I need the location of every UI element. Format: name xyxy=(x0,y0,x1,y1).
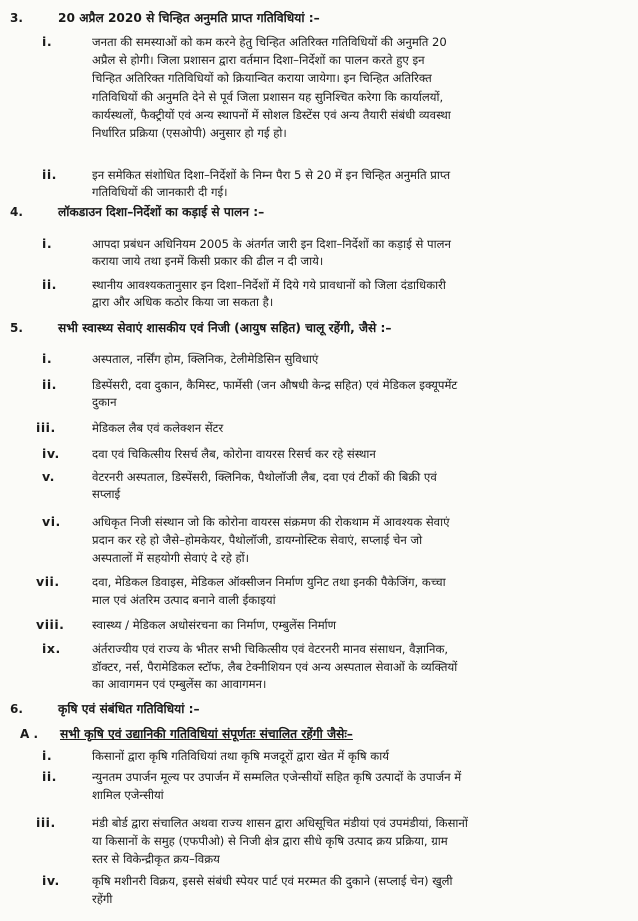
item-text-line: आपदा प्रबंधन अधिनियम 2005 के अंतर्गत जारी इन दिशा–निर्देशों का कड़ाई से पालन xyxy=(92,237,451,251)
subsection-letter: A . xyxy=(20,727,39,741)
item-text-line: न्युनतम उपार्जन मूल्य पर उपार्जन में सम्मलित एजेन्सीयों सहित कृषि उत्पादों के उपार्जन में xyxy=(92,770,462,784)
section-number: 5. xyxy=(10,321,23,335)
item-text-line: का आवागमन एवं एम्बुलेंस का आवागमन। xyxy=(92,677,267,691)
section-heading: सभी स्वास्थ्य सेवाएं शासकीय एवं निजी (आयुष सहित) चालू रहेंगी, जैसे :– xyxy=(58,321,392,335)
item-numeral: v. xyxy=(42,469,55,484)
item-text-line: मेडिकल लैब एवं कलेक्शन सेंटर xyxy=(92,421,224,435)
item-text-line: द्वारा और अधिक कठोर किया जा सकता है। xyxy=(92,295,274,309)
item-text-line: दुकान xyxy=(92,395,117,409)
item-text-line: मंडी बोर्ड द्वारा संचालित अथवा राज्य शासन द्वारा अधिसूचित मंडीयां एवं उपमंडीयां, किसानों xyxy=(92,816,468,830)
section-heading: कृषि एवं संबंधित गतिविधियां :– xyxy=(58,702,200,716)
item-numeral: iv. xyxy=(42,873,60,888)
item-text-line: सप्लाई xyxy=(92,487,121,501)
item-text-line: दवा एवं चिकित्सीय रिसर्च लैब, कोरोना वायरस रिसर्च कर रहे संस्थान xyxy=(92,447,376,461)
item-text-line: कृषि मशीनरी विक्रय, इससे संबंधी स्पेयर पार्ट एवं मरम्मत की दुकाने (सप्लाई चेन) खुली xyxy=(92,874,453,888)
item-text-line: अंर्तराज्यीय एवं राज्य के भीतर सभी चिकित्सीय एवं वेटरनरी मानव संसाधन, वैज्ञानिक, xyxy=(92,642,449,656)
item-numeral: iv. xyxy=(42,446,60,461)
item-numeral: ii. xyxy=(42,377,57,392)
item-numeral: i. xyxy=(42,34,53,49)
item-numeral: vi. xyxy=(42,514,61,529)
item-text-line: माल एवं अंतरिम उत्पाद बनाने वाली ईकाइयां xyxy=(92,592,276,607)
item-numeral: vii. xyxy=(36,574,60,589)
item-numeral: ix. xyxy=(42,641,61,656)
item-text-line: या किसानों के समुह (एफपीओ) से निजी क्षेत्र द्वारा सीधे कृषि उत्पाद क्रय प्रक्रिया, ग्राम xyxy=(92,834,448,848)
item-text-line: अस्पतालों में सहयोगी सेवाएं दे रहे हों। xyxy=(92,551,250,565)
section-heading: लॉकडाउन दिशा–निर्देशों का कड़ाई से पालन :– xyxy=(58,205,265,219)
item-numeral: ii. xyxy=(42,769,57,784)
item-text-line: अप्रैल से होगी। जिला प्रशासन द्वारा वर्तमान दिशा–निर्देशों का पालन करते हुए इन xyxy=(92,53,425,68)
item-text-line: गतिविधियों की अनुमति देने से पूर्व जिला प्रशासन यह सुनिश्चित करेगा कि कार्यालयों, xyxy=(92,89,444,104)
item-numeral: ii. xyxy=(42,277,57,292)
subsection-heading: सभी कृषि एवं उद्यानिकी गतिविधियां संपूर्णतः संचालित रहेंगी जैसेः– xyxy=(60,727,353,741)
item-text-line: अधिकृत निजी संस्थान जो कि कोरोना वायरस संक्रमण की रोकथाम में आवश्यक सेवाएं xyxy=(92,515,450,529)
item-text-line: वेटरनरी अस्पताल, डिस्पेंसरी, क्लिनिक, पैथोलॉजी लैब, दवा एवं टीकों की बिक्री एवं xyxy=(92,470,437,484)
item-text-line: अस्पताल, नर्सिंग होम, क्लिनिक, टेलीमेडिसिन सुविधाएं xyxy=(92,352,319,366)
item-text-line: दवा, मेडिकल डिवाइस, मेडिकल ऑक्सीजन निर्माण युनिट तथा इनकी पैकेजिंग, कच्चा xyxy=(92,575,446,589)
item-numeral: i. xyxy=(42,748,53,763)
item-text-line: किसानों द्वारा कृषि गतिविधियां तथा कृषि मजदूरों द्वारा खेत में कृषि कार्य xyxy=(92,749,389,763)
item-text-line: डॉक्टर, नर्स, पैरामेडिकल स्टॉफ, लैब टेक्नीशियन एवं अन्य अस्पताल सेवाओं के व्यक्तियों xyxy=(92,659,458,674)
item-text-line: शामिल एजेन्सीयां xyxy=(92,787,164,802)
item-text-line: जनता की समस्याओं को कम करने हेतु चिन्हित अतिरिक्त गतिविधियों की अनुमति 20 xyxy=(92,35,447,49)
item-numeral: ii. xyxy=(42,167,57,182)
item-text-line: डिस्पेंसरी, दवा दुकान, कैमिस्ट, फार्मेसी (जन औषधी केन्द्र सहित) एवं मेडिकल इक्यूपमेंट xyxy=(92,378,458,392)
item-text-line: इन समेकित संशोधित दिशा–निर्देशों के निम्न पैरा 5 से 20 में इन चिन्हित अनुमति प्राप्त xyxy=(92,168,451,182)
item-text-line: स्थानीय आवश्यकतानुसार इन दिशा–निर्देशों में दिये गये प्रावधानों को जिला दंडाधिकारी xyxy=(92,278,446,292)
item-numeral: i. xyxy=(42,351,53,366)
item-text-line: रहेंगी xyxy=(92,891,113,906)
item-numeral: viii. xyxy=(36,617,65,632)
item-text-line: स्वास्थ्य / मेडिकल अधोसंरचना का निर्माण, एम्बुलेंस निर्माण xyxy=(92,618,337,632)
item-numeral: i. xyxy=(42,236,53,251)
item-numeral: iii. xyxy=(36,420,56,435)
item-text-line: चिन्हित अतिरिक्त गतिविधियों को क्रियान्वित कराया जायेगा। इन चिन्हित अतिरिक्त xyxy=(92,71,432,86)
item-text-line: निर्धारित प्रक्रिया (एसओपी) अनुसार हो गई हो। xyxy=(92,126,287,140)
item-text-line: कार्यस्थलों, फैक्ट्रीयों एवं अन्य स्थापनों में सोशल डिस्टेंस एवं अन्य तैयारी संबंधी व्यवस्था xyxy=(92,107,451,122)
item-text-line: कराया जाये तथा इनमें किसी प्रकार की ढील न दी जाये। xyxy=(92,254,324,268)
section-heading: 20 अप्रैल 2020 से चिन्हित अनुमति प्राप्त गतिविधियां :– xyxy=(58,11,320,25)
item-text-line: प्रदान कर रहे हो जैसे–होमकेयर, पैथोलॉजी, डायग्नोस्टिक सेवाएं, सप्लाई चेन जो xyxy=(92,533,423,547)
item-text-line: स्तर से विकेन्द्रीकृत क्रय–विक्रय xyxy=(92,852,220,866)
section-number: 4. xyxy=(10,205,23,219)
item-text-line: गतिविधियों की जानकारी दी गई। xyxy=(92,184,228,199)
section-number: 3. xyxy=(10,11,23,25)
section-number: 6. xyxy=(10,702,23,716)
item-numeral: iii. xyxy=(36,815,56,830)
